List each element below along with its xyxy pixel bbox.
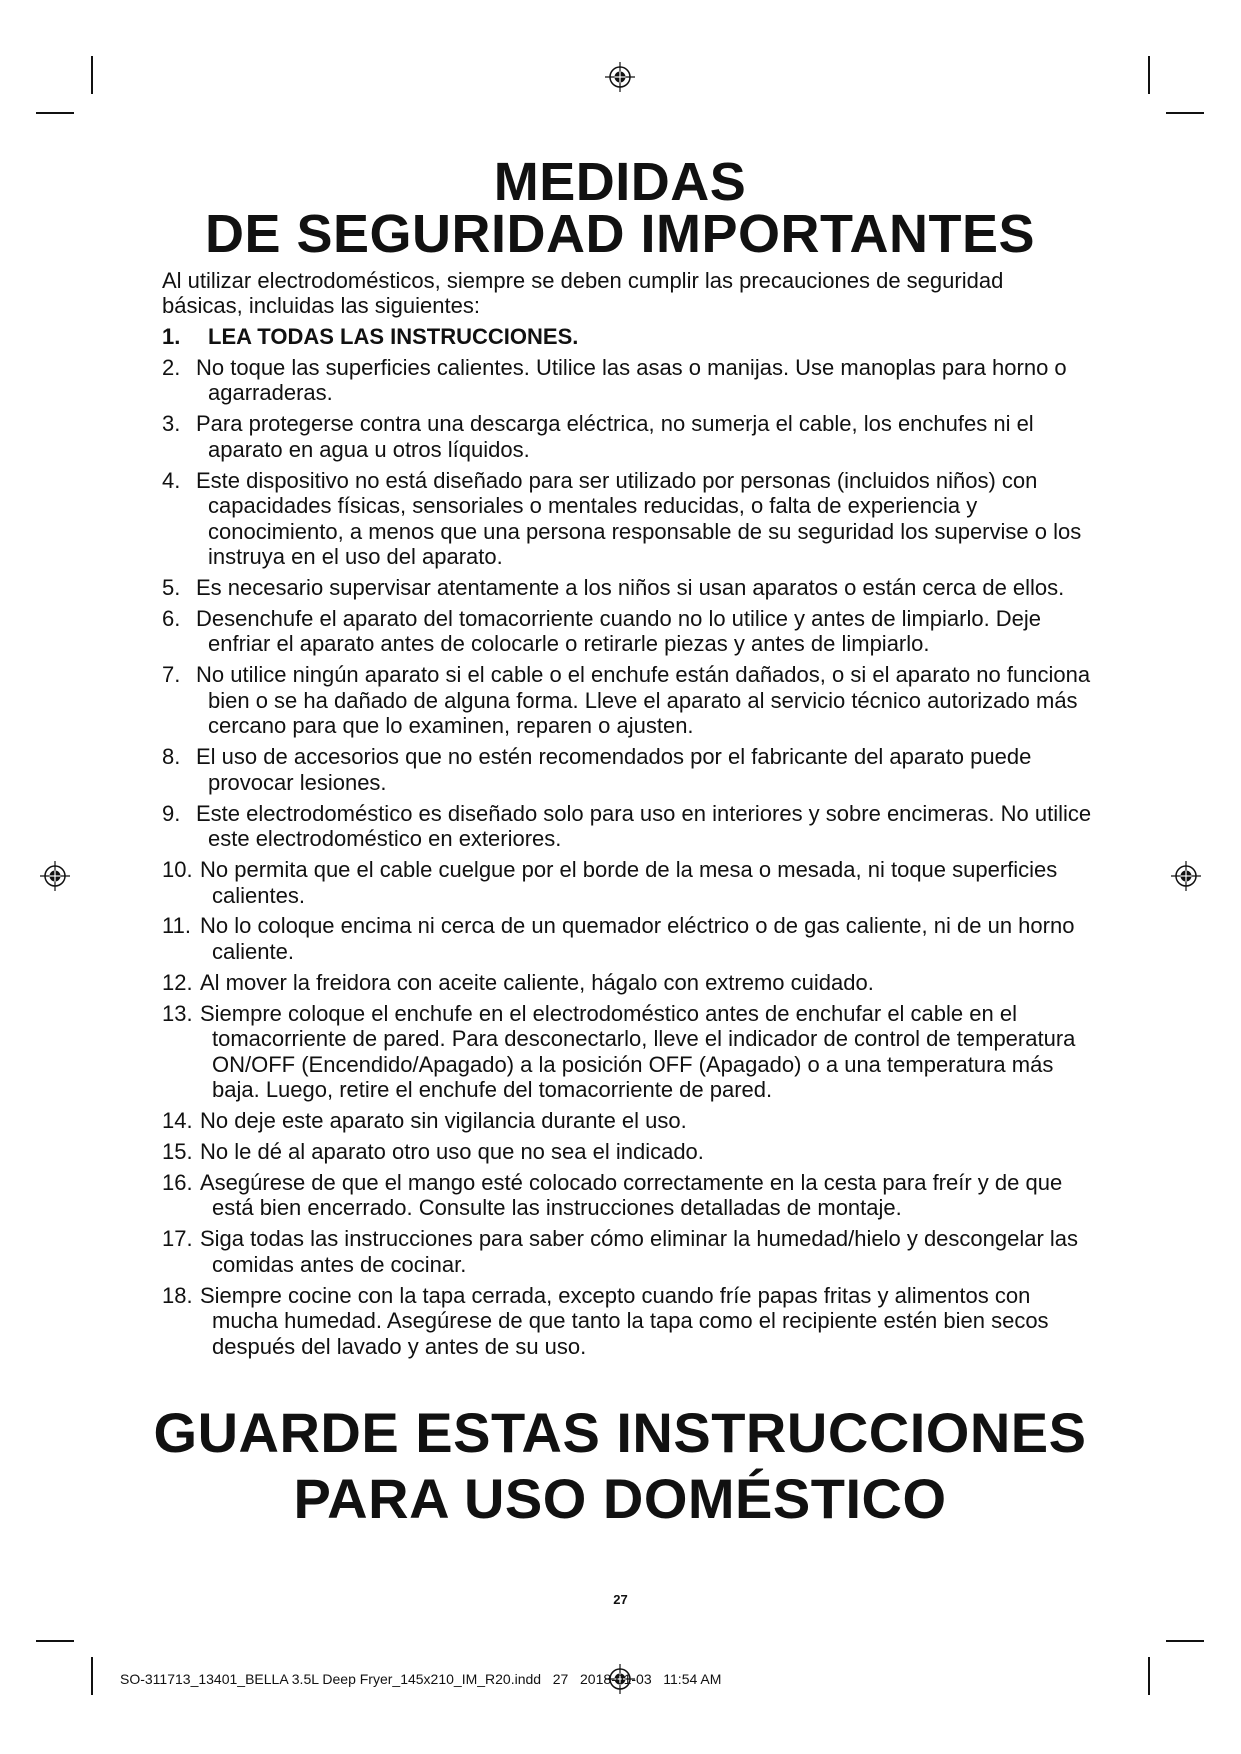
crop-mark-bottom-left-vertical (91, 1657, 93, 1695)
list-item: 7. No utilice ningún aparato si el cable o el enchufe están dañados, o si el aparato no funciona bien o se ha dañado de alguna forma. Lleve el aparato al servicio técnico autorizado más cercano para que lo examinen, reparen o ajusten. (162, 662, 1091, 739)
list-item: 2. No toque las superficies calientes. Utilice las asas o manijas. Use manoplas para horno o agarraderas. (162, 354, 1067, 406)
list-item: 17. Siga todas las instrucciones para saber cómo eliminar la humedad/hielo y descongelar las comidas antes de cocinar. (162, 1226, 1079, 1277)
list-item: 5. Es necesario supervisar atentamente a los niños si usan aparatos o están cerca de ellos. (162, 575, 1065, 601)
list-item: 8. El uso de accesorios que no estén recomendados por el fabricante del aparato puede provocar lesiones. (162, 744, 1032, 795)
closing-heading-line-2: PARA USO DOMÉSTICO (293, 1467, 947, 1530)
list-item: 4. Este dispositivo no está diseñado para ser utilizado por personas (incluidos niños) con capacidades físicas, sensoriales o mentales reducidas, o falta de experiencia y conocimiento, a menos que una persona responsable de su seguridad los supervise o los instruya en el uso del aparato. (162, 467, 1082, 570)
crop-mark-bottom-right-vertical (1148, 1657, 1150, 1695)
list-item: 16. Asegúrese de que el mango esté colocado correctamente en la cesta para freír y de que está bien encerrado. Consulte las instrucciones detalladas de montaje. (162, 1169, 1063, 1221)
crop-mark-top-right-vertical (1148, 56, 1150, 94)
list-item: 1. LEA TODAS LAS INSTRUCCIONES. (162, 324, 579, 349)
list-item: 13. Siempre coloque el enchufe en el electrodoméstico antes de enchufar el cable en el tomacorriente de pared. Para desconectarlo, lleve el indicador de control de temperatura ON/OFF (Encendido/Apagado) a la posición OFF (Apagado) o a una temperatura más baja. Luego, retire el enchufe del tomacorriente de pared. (162, 1000, 1076, 1103)
crop-mark-top-right-horizontal (1166, 112, 1204, 114)
list-item: 14. No deje este aparato sin vigilancia durante el uso. (162, 1108, 687, 1134)
page-title-line-1: MEDIDAS (493, 152, 747, 212)
page-title-line-2: DE SEGURIDAD IMPORTANTES (204, 204, 1036, 264)
list-item: 3. Para protegerse contra una descarga eléctrica, no sumerja el cable, los enchufes ni el aparato en agua u otros líquidos. (162, 411, 1034, 462)
registration-mark-icon (40, 861, 70, 891)
crop-mark-bottom-left-horizontal (36, 1640, 74, 1642)
registration-mark-icon (605, 62, 635, 92)
list-item: 6. Desenchufe el aparato del tomacorriente cuando no lo utilice y antes de limpiarlo. Deje enfriar el aparato antes de colocarle o retirarle piezas y antes de limpiarlo. (162, 605, 1042, 657)
list-item: 11. No lo coloque encima ni cerca de un quemador eléctrico o de gas caliente, ni de un horno caliente. (162, 913, 1075, 964)
crop-mark-top-left-vertical (91, 56, 93, 94)
list-item: 9. Este electrodoméstico es diseñado solo para uso en interiores y sobre encimeras. No utilice este electrodoméstico en exteriores. (162, 800, 1092, 852)
list-item: 12. Al mover la freidora con aceite caliente, hágalo con extremo cuidado. (162, 969, 874, 995)
list-item: 10. No permita que el cable cuelgue por el borde de la mesa o mesada, ni toque superficies calientes. (162, 857, 1058, 908)
list-item: 15. No le dé al aparato otro uso que no sea el indicado. (162, 1138, 704, 1164)
registration-mark-icon (1171, 861, 1201, 891)
safety-instructions-list (162, 324, 1092, 1365)
print-slug: SO-311713_13401_BELLA 3.5L Deep Fryer_145x210_IM_R20.indd 27 2018-01-03 11:54 AM (120, 1671, 722, 1687)
page-number: 27 (613, 1592, 628, 1607)
crop-mark-top-left-horizontal (36, 112, 74, 114)
closing-heading-line-1: GUARDE ESTAS INSTRUCCIONES (153, 1401, 1087, 1464)
list-item: 18. Siempre cocine con la tapa cerrada, excepto cuando fríe papas fritas y alimentos con mucha humedad. Asegúrese de que tanto la tapa como el recipiente estén bien secos después del lavado y antes de su uso. (162, 1282, 1049, 1359)
intro-paragraph: Al utilizar electrodomésticos, siempre se deben cumplir las precauciones de seguridad básicas, incluidas las siguientes: (162, 268, 1004, 318)
crop-mark-bottom-right-horizontal (1166, 1640, 1204, 1642)
